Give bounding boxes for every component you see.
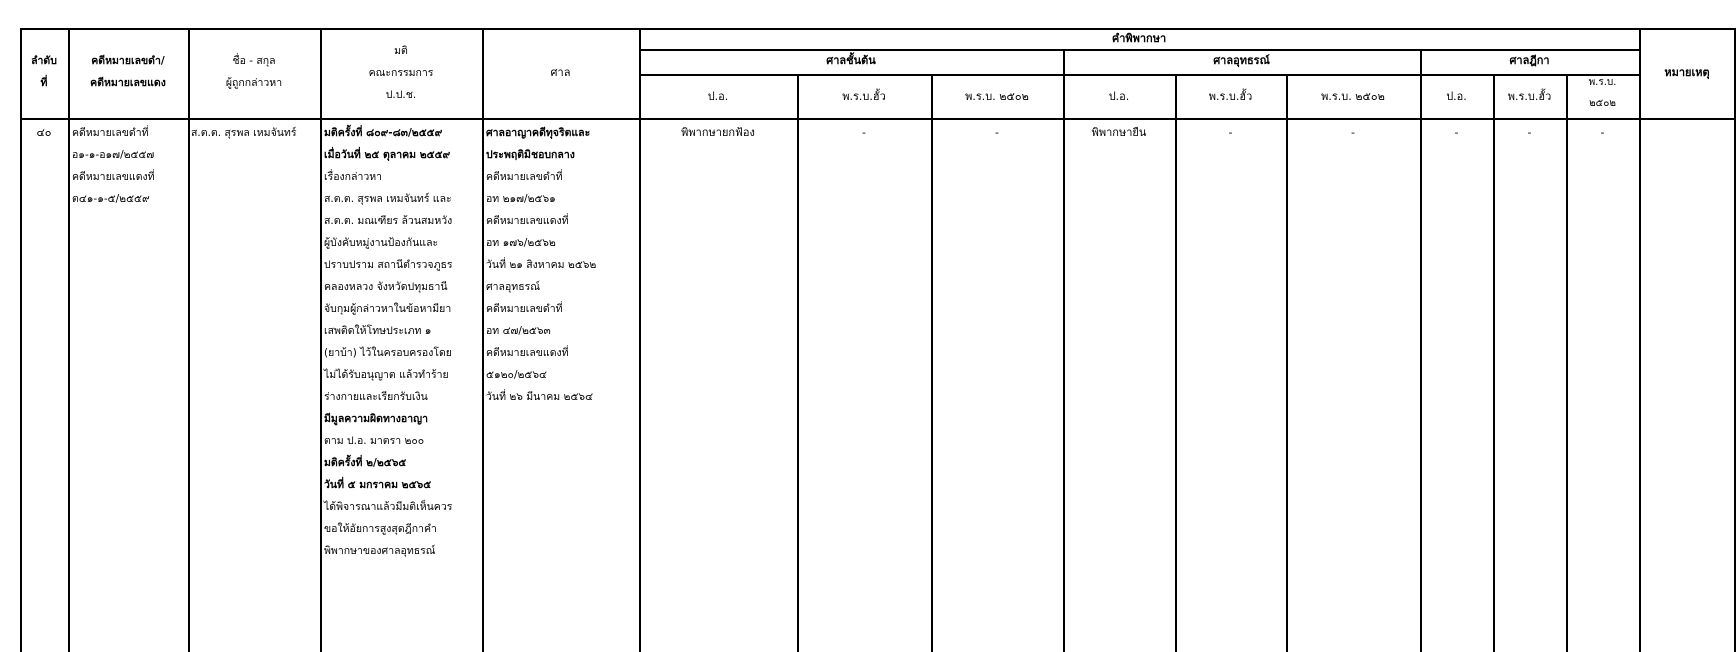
- row-first-criminal: พิพากษายกฟ้อง: [681, 126, 755, 139]
- header-court: ศาล: [550, 66, 571, 79]
- row-court: [486, 122, 638, 408]
- resolution-session-2: มติครั้งที่ ๒/๒๕๖๕ วันที่ ๕ มกราคม ๒๕๖๕: [324, 457, 432, 491]
- judgment-table: [20, 28, 1736, 652]
- col-border-6: [797, 74, 799, 652]
- header-order: ลำดับ ที่: [31, 55, 57, 89]
- subheader-first-act2502: พ.ร.บ. ๒๕๐๒: [965, 90, 1029, 103]
- row-order: ๔๐: [36, 126, 52, 139]
- row-name: ส.ต.ต. สุรพล เหมจันทร์: [191, 127, 297, 139]
- row-supreme-criminal: -: [1454, 126, 1459, 139]
- row-case-numbers: คดีหมายเลขดำที่ อ๑-๑-อ๑๗/๒๕๕๗ คดีหมายเลขแดงที่ ต๔๑-๑-๕/๒๕๕๙: [72, 127, 155, 205]
- header-remarks: หมายเหตุ: [1664, 66, 1710, 79]
- row-supreme-act2502: -: [1600, 126, 1605, 139]
- row-appeal-criminal: พิพากษายืน: [1091, 126, 1147, 139]
- col-border-13: [1566, 74, 1568, 652]
- subheader-supreme-act2502: พ.ร.บ. ๒๕๐๒: [1588, 77, 1617, 109]
- col-border-3: [320, 28, 322, 652]
- row-appeal-anticorruption: -: [1228, 126, 1233, 139]
- header-resolution: มติ คณะกรรมการ ป.ป.ช.: [368, 45, 434, 101]
- col-border-14: [1639, 28, 1641, 652]
- resolution-body-2: ได้พิจารณาแล้วมีมติเห็นควร ขอให้อัยการสูงสุดฎีกาคำ พิพากษาของศาลอุทธรณ์: [324, 501, 453, 557]
- resolution-session-1: มติครั้งที่ ๘๐๙-๘๓/๒๕๕๙ เมื่อวันที่ ๒๕ ตุลาคม ๒๕๕๙: [324, 127, 451, 161]
- subheader-appeal-criminal: ป.อ.: [1108, 90, 1130, 103]
- col-border-7: [931, 74, 933, 652]
- subheader-appeal-act2502: พ.ร.บ. ๒๕๐๒: [1321, 90, 1385, 103]
- col-border-9: [1175, 74, 1177, 652]
- row-appeal-act2502: -: [1351, 126, 1355, 139]
- row-supreme-anticorruption: -: [1527, 126, 1532, 139]
- row-resolution: [324, 122, 482, 562]
- resolution-body-1: เรื่องกล่าวหา ส.ต.ต. สุรพล เหมจันทร์ และ ส.ต.ต. มณเฑียร ล้วนสมหวัง ผู้บังคับหมู่งานป้องกันและ ปราบปราม สถานีตำรวจภูธร คลองหลวง จังหวัดปทุมธานี จับกุมผู้กล่าวหาในข้อหามียา เสพติดให้โทษประเภท ๑ (ยาบ้า) ไว้ในครอบครองโดย ไม่ได้รับอนุญาต แล้วทำร้าย ร่างกายและเรียกรับเงิน: [324, 171, 453, 403]
- header-court-appeal: ศาลอุทธรณ์: [1213, 54, 1270, 67]
- header-name: ชื่อ - สกุล ผู้ถูกกล่าวหา: [225, 55, 283, 89]
- col-border-15: [1734, 28, 1736, 652]
- col-border-4: [482, 28, 484, 652]
- court-name-first: ศาลอาญาคดีทุจริตและ ประพฤติมิชอบกลาง: [486, 127, 591, 161]
- header-judgment: คำพิพากษา: [1111, 32, 1167, 45]
- header-court-supreme: ศาลฎีกา: [1509, 54, 1550, 67]
- col-border-2: [188, 28, 190, 652]
- subheader-first-criminal: ป.อ.: [707, 90, 729, 103]
- header-court-first: ศาลชั้นต้น: [826, 54, 876, 67]
- subheader-appeal-anticorruption: พ.ร.บ.ฮั้ว: [1208, 90, 1253, 103]
- subheader-first-anticorruption: พ.ร.บ.ฮั้ว: [842, 90, 886, 103]
- col-border-10: [1286, 74, 1288, 652]
- subheader-supreme-criminal: ป.อ.: [1446, 90, 1467, 103]
- resolution-finding: มีมูลความผิดทางอาญา: [324, 413, 428, 425]
- header-case-numbers: คดีหมายเลขดำ/ คดีหมายเลขแดง: [90, 55, 166, 89]
- header-rule-bottom: [20, 118, 1735, 120]
- row-first-act2502: -: [995, 126, 999, 139]
- header-rule-courts: [639, 74, 1639, 76]
- court-details: คดีหมายเลขดำที่ อท ๒๑๗/๒๕๖๑ คดีหมายเลขแดงที่ อท ๑๗๖/๒๕๖๒ วันที่ ๒๑ สิงหาคม ๒๕๖๒ ศาลอุทธรณ์ คดีหมายเลขดำที่ อท ๔๗/๒๕๖๓ คดีหมายเลขแดงที่ ๕๑๒๐/๒๕๖๔ วันที่ ๒๖ มีนาคม ๒๕๖๔: [486, 171, 597, 403]
- resolution-section: ตาม ป.อ. มาตรา ๒๐๐: [324, 435, 425, 447]
- row-first-anticorruption: -: [862, 126, 866, 139]
- col-border-1: [68, 28, 70, 652]
- col-border-12: [1493, 74, 1495, 652]
- subheader-supreme-anticorruption: พ.ร.บ.ฮั้ว: [1507, 90, 1552, 103]
